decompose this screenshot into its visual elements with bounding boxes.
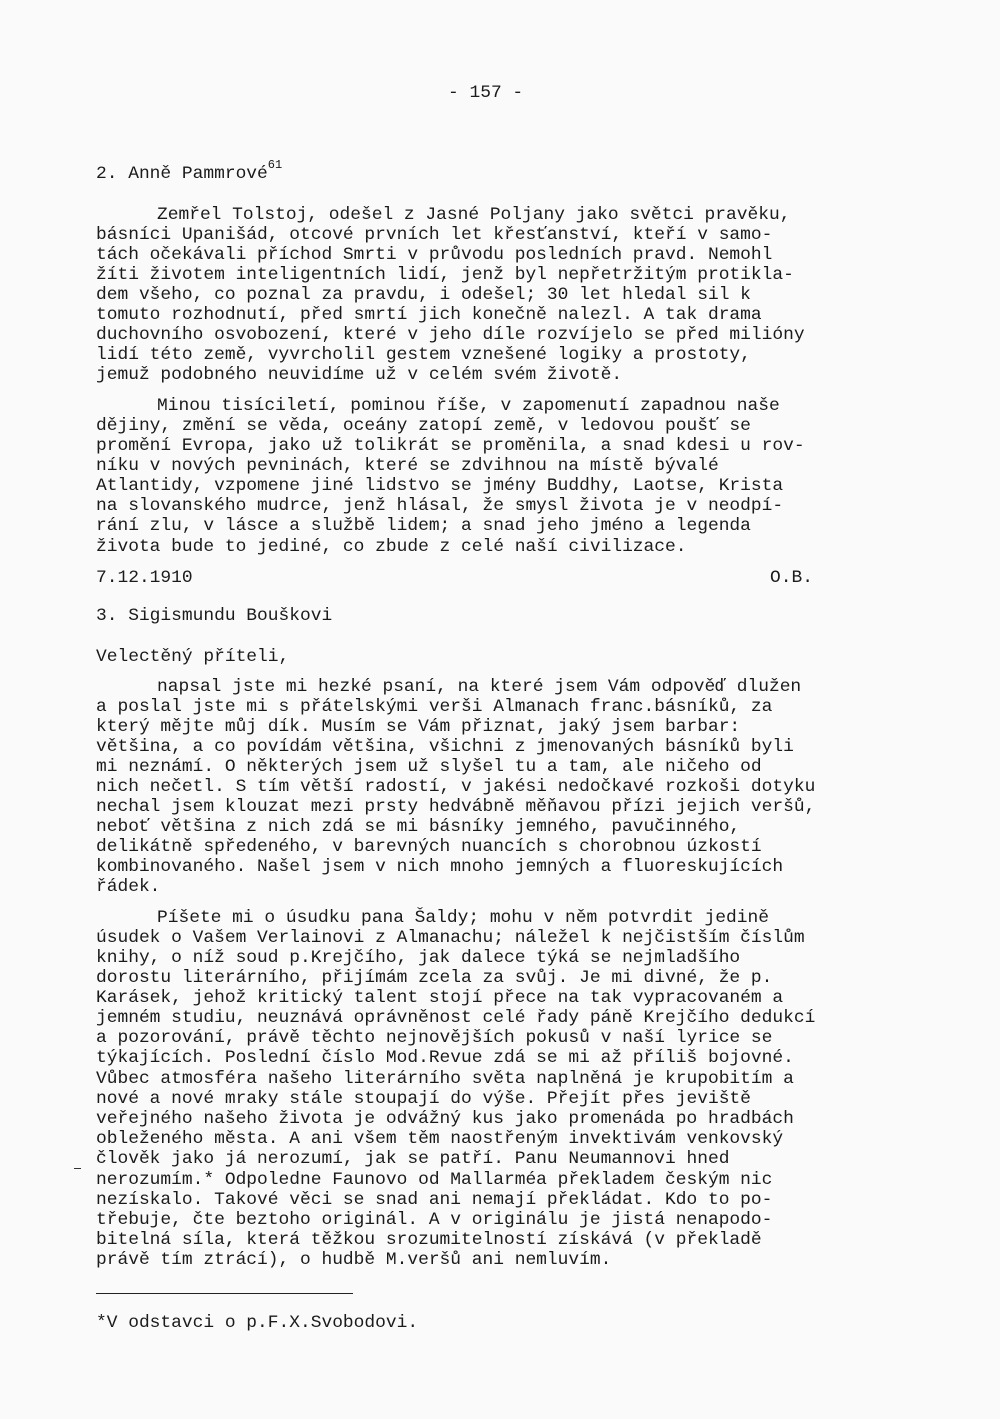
text-line: žíti životem inteligentních lidí, jenž byl nepřetržitým protikla- xyxy=(96,265,794,285)
text-line: dem všeho, co poznal za pravdu, i odešel; 30 let hledal sil k xyxy=(96,285,751,305)
letter-date: 7.12.1910 xyxy=(96,568,193,588)
text-line: člověk jako já nerozumí, jak se patří. Panu Neumannovi hned xyxy=(96,1149,730,1169)
text-line: tomuto rozhodnutí, před smrtí jich konečně nalezl. A tak drama xyxy=(96,305,762,325)
text-line: mi neznámí. O některých jsem už slyšel tu a tam, ale ničeho od xyxy=(96,757,762,777)
text-line: nich nečetl. S tím větší radostí, v jakési nedočkavé rozkoši dotyku xyxy=(96,777,816,797)
text-line: obleženého města. A ani všem těm naostřeným invektivám venkovský xyxy=(96,1129,784,1149)
section-heading xyxy=(96,158,283,185)
footnote: *V odstavci o p.F.X.Svobodovi. xyxy=(96,1313,419,1333)
text-line: Atlantidy, vzpomene jiné lidstvo se jmény Buddhy, Laotse, Krista xyxy=(96,476,784,496)
text-line: lidí této země, vyvrcholil gestem vznešené logiky a prostoty, xyxy=(96,345,751,365)
text-line: duchovního osvobození, které v jeho díle rozvíjelo se před milióny xyxy=(96,325,805,345)
text-line: neboť většina z nich zdá se mi básníky jemného, pavučinného, xyxy=(96,817,741,837)
text-line: knihy, o níž soud p.Krejčího, jak dalece týká se nejmladšího xyxy=(96,948,741,968)
section-heading: 3. Sigismundu Bouškovi xyxy=(96,606,333,626)
page-number: - 157 - xyxy=(448,83,524,103)
text-line: a pozorování, právě těchto nejnovějších pokusů v naší lyrice se xyxy=(96,1028,773,1048)
salutation: Velectěný příteli, xyxy=(96,647,290,667)
text-line: třebuje, čte beztoho originál. A v originálu je jistá nenapodo- xyxy=(96,1210,773,1230)
text-line: života bude to jediné, co zbude z celé naší civilizace. xyxy=(96,537,687,557)
text-line: Vůbec atmosféra našeho literárního světa naplněná je krupobitím a xyxy=(96,1069,794,1089)
text-line: veřejného našeho života je odvážný kus jako promenáda po hradbách xyxy=(96,1109,794,1129)
text-line: řádek. xyxy=(96,877,161,897)
footnote-ref: 61 xyxy=(267,158,283,172)
text-line: Karásek, jehož kritický talent stojí přece na tak vypracovaném a xyxy=(96,988,784,1008)
text-line: básníci Upanišád, otcové prvních let křesťanství, kteří v samo- xyxy=(96,225,773,245)
footnote-divider xyxy=(96,1293,353,1294)
text-line: většina, a co povídám většina, všichni z jmenovaných básníků byli xyxy=(96,737,794,757)
text-line: a poslal jste mi s přátelskými verši Almanach franc.básníků, za xyxy=(96,697,773,717)
text-line: rání zlu, v lásce a službě lidem; a snad jeho jméno a legenda xyxy=(96,516,751,536)
text-line: bitelná síla, která těžkou srozumitelností získává (v překladě xyxy=(96,1230,762,1250)
text-line: Minou tisíciletí, pominou říše, v zapomenutí zapadnou naše xyxy=(157,396,780,416)
text-line: nezískalo. Takové věci se snad ani nemají překládat. Kdo to po- xyxy=(96,1190,773,1210)
text-line: který mějte můj dík. Musím se Vám přiznat, jaký jsem barbar: xyxy=(96,717,741,737)
text-line: právě tím ztrácí), o hudbě M.veršů ani nemluvím. xyxy=(96,1250,612,1270)
text-line: dorostu literárního, přijímám zcela za svůj. Je mi divné, že p. xyxy=(96,968,773,988)
text-line: dějiny, změní se věda, oceány zatopí země, v ledovou poušť se xyxy=(96,416,751,436)
text-line: týkajících. Poslední číslo Mod.Revue zdá se mi až příliš bojovné. xyxy=(96,1048,794,1068)
heading-text: 2. Anně Pammrové xyxy=(96,164,268,184)
text-line: na slovanského mudrce, jenž hlásal, že smysl života je v neodpí- xyxy=(96,496,784,516)
text-line: delikátně spředeného, v barevných nuancích s chorobnou úzkostí xyxy=(96,837,762,857)
letter-signature: O.B. xyxy=(770,568,813,588)
text-line: úsudek o Vašem Verlainovi z Almanachu; náležel k nejčistším číslům xyxy=(96,928,805,948)
text-line: níku v nových pevninách, které se zdvihnou na místě bývalé xyxy=(96,456,719,476)
text-line: nerozumím.* Odpoledne Faunovo od Mallarméa překladem českým nic xyxy=(96,1170,773,1190)
margin-mark xyxy=(74,1168,81,1169)
text-line: Píšete mi o úsudku pana Šaldy; mohu v něm potvrdit jedině xyxy=(157,908,769,928)
text-line: Zemřel Tolstoj, odešel z Jasné Poljany jako světci pravěku, xyxy=(157,205,791,225)
text-line: nechal jsem klouzat mezi prsty hedvábně měňavou přízi jejich veršů, xyxy=(96,797,816,817)
text-line: promění Evropa, jako už tolikrát se proměnila, a snad kdesi u rov- xyxy=(96,436,805,456)
text-line: tách očekávali příchod Smrti v průvodu posledních pravd. Nemohl xyxy=(96,245,773,265)
text-line: kombinovaného. Našel jsem v nich mnoho jemných a fluoreskujících xyxy=(96,857,784,877)
text-line: napsal jste mi hezké psaní, na které jsem Vám odpověď dlužen xyxy=(157,677,802,697)
text-line: jemném studiu, neuznává oprávněnost celé řady páně Krejčího dedukcí xyxy=(96,1008,816,1028)
text-line: jemuž podobného neuvidíme už v celém svém životě. xyxy=(96,365,623,385)
text-line: nové a nové mraky stále stoupají do výše. Přejít přes jeviště xyxy=(96,1089,751,1109)
